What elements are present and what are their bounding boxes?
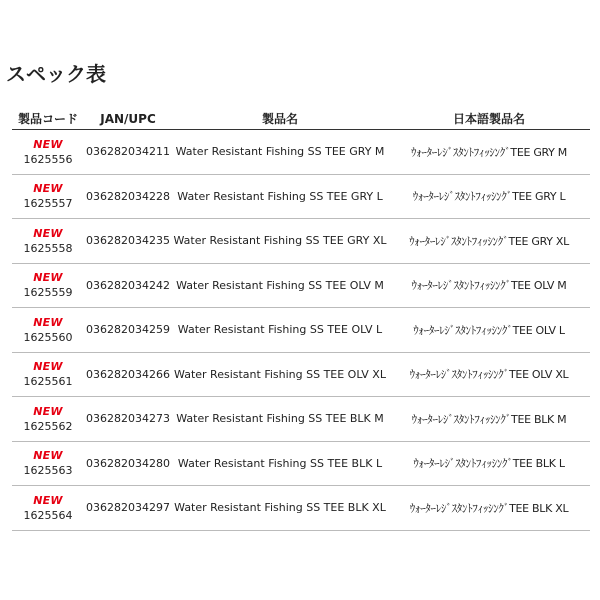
product-code-cell bbox=[12, 397, 84, 442]
product-code-cell bbox=[12, 352, 84, 397]
japanese-product-name-cell: ｳｫｰﾀｰﾚｼﾞｽﾀﾝﾄﾌｨｯｼﾝｸﾞTEE GRY L bbox=[388, 174, 590, 219]
new-badge: NEW bbox=[33, 449, 63, 463]
product-code: 1625559 bbox=[23, 286, 73, 300]
product-name-cell: Water Resistant Fishing SS TEE GRY XL bbox=[172, 219, 388, 264]
new-badge: NEW bbox=[33, 315, 63, 329]
table-body bbox=[12, 130, 590, 531]
product-name-cell: Water Resistant Fishing SS TEE OLV L bbox=[172, 308, 388, 353]
japanese-product-name-cell: ｳｫｰﾀｰﾚｼﾞｽﾀﾝﾄﾌｨｯｼﾝｸﾞTEE OLV XL bbox=[388, 352, 590, 397]
table-row bbox=[12, 441, 590, 486]
jan-upc-cell: 036282034280 bbox=[84, 441, 172, 486]
table-row bbox=[12, 219, 590, 264]
japanese-product-name-cell: ｳｫｰﾀｰﾚｼﾞｽﾀﾝﾄﾌｨｯｼﾝｸﾞTEE OLV M bbox=[388, 263, 590, 308]
header-product-name: 製品名 bbox=[172, 108, 388, 130]
jan-upc-cell: 036282034297 bbox=[84, 486, 172, 531]
table-header-row bbox=[12, 108, 590, 130]
product-code-cell bbox=[12, 486, 84, 531]
jan-upc-cell: 036282034266 bbox=[84, 352, 172, 397]
product-code: 1625560 bbox=[23, 330, 73, 344]
table-row bbox=[12, 308, 590, 353]
new-badge: NEW bbox=[33, 226, 63, 240]
product-code: 1625564 bbox=[23, 508, 73, 522]
product-code-cell bbox=[12, 174, 84, 219]
product-code: 1625556 bbox=[23, 152, 73, 166]
product-code-cell bbox=[12, 263, 84, 308]
japanese-product-name-cell: ｳｫｰﾀｰﾚｼﾞｽﾀﾝﾄﾌｨｯｼﾝｸﾞTEE BLK M bbox=[388, 397, 590, 442]
product-name-cell: Water Resistant Fishing SS TEE BLK XL bbox=[172, 486, 388, 531]
table-row bbox=[12, 352, 590, 397]
jan-upc-cell: 036282034259 bbox=[84, 308, 172, 353]
page-title: スペック表 bbox=[6, 62, 106, 86]
product-code: 1625561 bbox=[23, 375, 73, 389]
product-code: 1625557 bbox=[23, 197, 73, 211]
product-code: 1625563 bbox=[23, 464, 73, 478]
spec-table bbox=[12, 108, 590, 531]
new-badge: NEW bbox=[33, 182, 63, 196]
header-product-code: 製品コード bbox=[12, 108, 84, 130]
header-japanese-product-name: 日本語製品名 bbox=[388, 108, 590, 130]
table-row bbox=[12, 130, 590, 175]
header-jan-upc: JAN/UPC bbox=[84, 108, 172, 130]
new-badge: NEW bbox=[33, 404, 63, 418]
jan-upc-cell: 036282034228 bbox=[84, 174, 172, 219]
product-name-cell: Water Resistant Fishing SS TEE OLV XL bbox=[172, 352, 388, 397]
new-badge: NEW bbox=[33, 271, 63, 285]
product-name-cell: Water Resistant Fishing SS TEE BLK M bbox=[172, 397, 388, 442]
product-code-cell bbox=[12, 130, 84, 175]
product-code: 1625562 bbox=[23, 419, 73, 433]
new-badge: NEW bbox=[33, 360, 63, 374]
table-row bbox=[12, 397, 590, 442]
product-name-cell: Water Resistant Fishing SS TEE BLK L bbox=[172, 441, 388, 486]
product-name-cell: Water Resistant Fishing SS TEE GRY M bbox=[172, 130, 388, 175]
jan-upc-cell: 036282034242 bbox=[84, 263, 172, 308]
product-name-cell: Water Resistant Fishing SS TEE OLV M bbox=[172, 263, 388, 308]
product-code: 1625558 bbox=[23, 241, 73, 255]
new-badge: NEW bbox=[33, 493, 63, 507]
japanese-product-name-cell: ｳｫｰﾀｰﾚｼﾞｽﾀﾝﾄﾌｨｯｼﾝｸﾞTEE OLV L bbox=[388, 308, 590, 353]
table-row bbox=[12, 263, 590, 308]
jan-upc-cell: 036282034273 bbox=[84, 397, 172, 442]
jan-upc-cell: 036282034211 bbox=[84, 130, 172, 175]
product-name-cell: Water Resistant Fishing SS TEE GRY L bbox=[172, 174, 388, 219]
table-row bbox=[12, 174, 590, 219]
product-code-cell bbox=[12, 441, 84, 486]
japanese-product-name-cell: ｳｫｰﾀｰﾚｼﾞｽﾀﾝﾄﾌｨｯｼﾝｸﾞTEE GRY XL bbox=[388, 219, 590, 264]
table-row bbox=[12, 486, 590, 531]
japanese-product-name-cell: ｳｫｰﾀｰﾚｼﾞｽﾀﾝﾄﾌｨｯｼﾝｸﾞTEE GRY M bbox=[388, 130, 590, 175]
japanese-product-name-cell: ｳｫｰﾀｰﾚｼﾞｽﾀﾝﾄﾌｨｯｼﾝｸﾞTEE BLK XL bbox=[388, 486, 590, 531]
jan-upc-cell: 036282034235 bbox=[84, 219, 172, 264]
product-code-cell bbox=[12, 308, 84, 353]
new-badge: NEW bbox=[33, 137, 63, 151]
product-code-cell bbox=[12, 219, 84, 264]
japanese-product-name-cell: ｳｫｰﾀｰﾚｼﾞｽﾀﾝﾄﾌｨｯｼﾝｸﾞTEE BLK L bbox=[388, 441, 590, 486]
